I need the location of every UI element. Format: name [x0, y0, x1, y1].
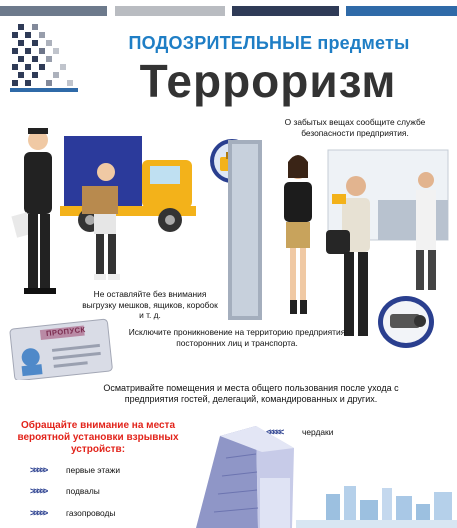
chevron-right-icon: >>>>> [30, 508, 47, 518]
pass-card-label: ПРОПУСК [45, 324, 87, 339]
header-bar-2 [115, 6, 225, 16]
page-title: Терроризм [139, 55, 397, 107]
chevron-left-icon: <<<<< [266, 427, 283, 437]
subtitle: ПОДОЗРИТЕЛЬНЫЕ предметы [128, 33, 410, 53]
header-bar-4 [346, 6, 457, 16]
place-item: газопроводы [66, 508, 116, 518]
security-guard-illustration [8, 126, 68, 298]
warning-heading: Обращайте внимание на места вероятной установки взрывных устройств: [17, 420, 179, 455]
office-building-illustration [186, 418, 457, 528]
worker-with-box-illustration [82, 160, 132, 284]
caption-access: Исключите проникновение на территорию предприятия посторонних лиц и транспорта. [128, 327, 346, 348]
place-item: подвалы [66, 486, 100, 496]
caption-unloading: Не оставляйте без внимания выгрузку мешков, ящиков, коробок и т. д. [82, 289, 218, 320]
header-bar-3 [232, 6, 339, 16]
chevron-right-icon: >>>>> [30, 486, 47, 496]
caption-forgotten-items: О забытых вещах сообщите службе безопасности предприятия. [284, 117, 426, 138]
place-attics: чердаки [302, 427, 334, 437]
header-bar-1 [0, 6, 107, 16]
cctv-camera-inset-icon [376, 294, 436, 350]
place-item: первые этажи [66, 465, 121, 475]
pixel-mosaic-logo [10, 22, 78, 94]
caption-inspect: Осматривайте помещения и места общего пользования после ухода с предприятия гостей, делегаций, командированных и других. [103, 383, 399, 404]
chevron-right-icon: >>>>> [30, 465, 47, 475]
